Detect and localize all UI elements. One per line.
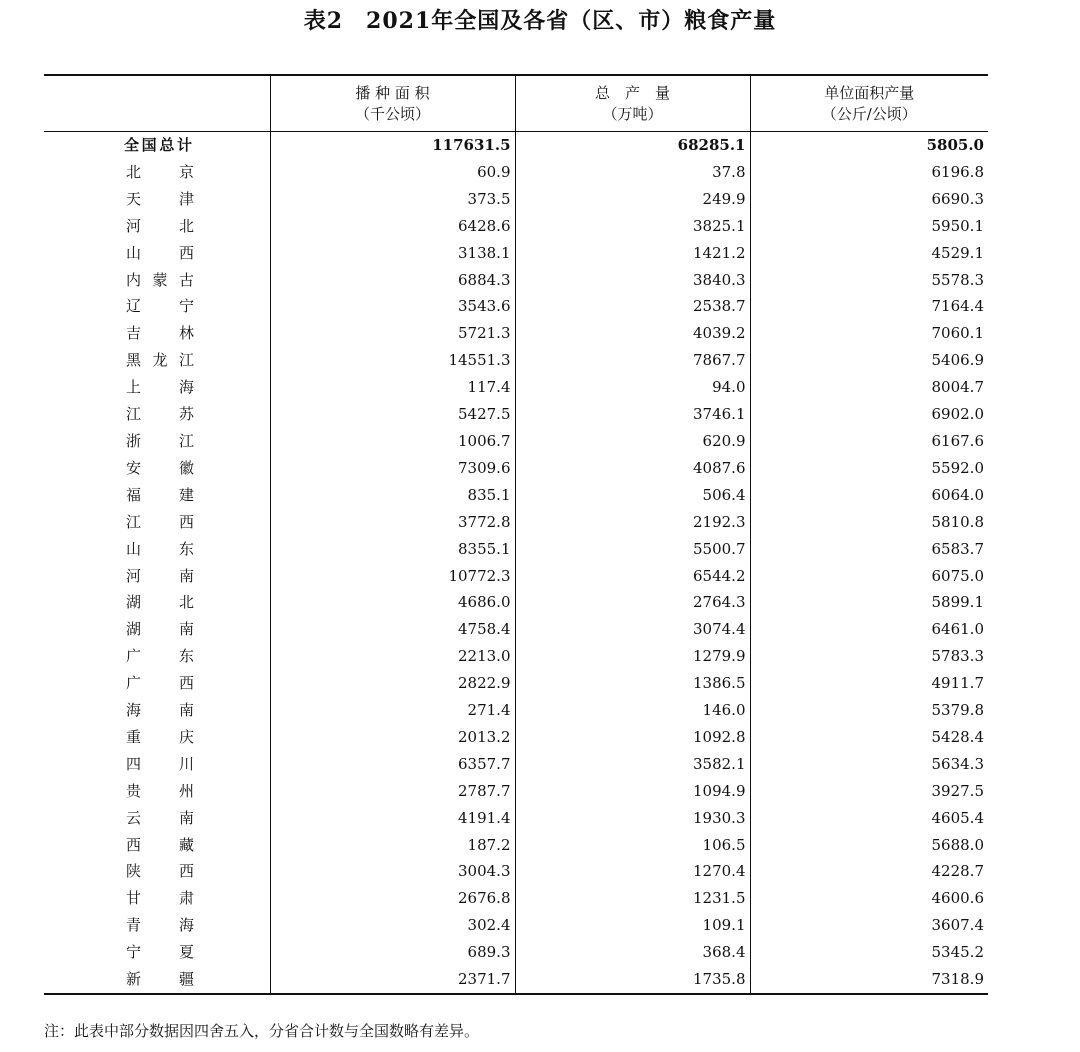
cell-yield: 6196.8 (750, 159, 988, 186)
table-row (44, 885, 988, 912)
cell-total-output: 3582.1 (515, 751, 750, 778)
cell-yield: 3927.5 (750, 778, 988, 805)
region-name: 湖 北 (126, 593, 194, 612)
cell-sown-area: 4758.4 (270, 616, 515, 643)
cell-sown-area: 60.9 (270, 159, 515, 186)
cell-sown-area: 689.3 (270, 939, 515, 966)
table-row (44, 966, 988, 994)
cell-total-output: 4039.2 (515, 320, 750, 347)
region-name: 河 南 (126, 566, 194, 585)
cell-region (44, 374, 270, 401)
cell-yield: 5899.1 (750, 589, 988, 616)
header-total-output (515, 75, 750, 132)
region-name: 广 东 (126, 647, 194, 666)
cell-yield: 5634.3 (750, 751, 988, 778)
cell-region (44, 563, 270, 590)
region-name: 内蒙古 (126, 270, 194, 289)
cell-total-output: 620.9 (515, 428, 750, 455)
table-row (44, 563, 988, 590)
cell-region (44, 455, 270, 482)
cell-region (44, 966, 270, 994)
cell-region (44, 643, 270, 670)
cell-sown-area: 6428.6 (270, 213, 515, 240)
cell-total-output: 1231.5 (515, 885, 750, 912)
cell-region (44, 293, 270, 320)
cell-total-output: 37.8 (515, 159, 750, 186)
cell-sown-area: 6357.7 (270, 751, 515, 778)
region-name: 吉 林 (126, 324, 194, 343)
region-name: 西 藏 (126, 835, 194, 854)
cell-yield: 5578.3 (750, 267, 988, 294)
region-name: 贵 州 (126, 781, 194, 800)
cell-region (44, 697, 270, 724)
cell-region (44, 778, 270, 805)
cell-region (44, 589, 270, 616)
region-name: 山 东 (126, 539, 194, 558)
cell-yield: 5345.2 (750, 939, 988, 966)
cell-yield: 5783.3 (750, 643, 988, 670)
cell-sown-area: 3138.1 (270, 240, 515, 267)
cell-region (44, 832, 270, 859)
table-header-row (44, 75, 988, 132)
cell-region (44, 751, 270, 778)
table-row (44, 778, 988, 805)
region-name: 广 西 (126, 674, 194, 693)
region-name: 海 南 (126, 701, 194, 720)
cell-sown-area: 2371.7 (270, 966, 515, 994)
table-row (44, 939, 988, 966)
cell-total-output: 94.0 (515, 374, 750, 401)
table-row (44, 724, 988, 751)
region-name: 江 西 (126, 512, 194, 531)
table-row (44, 536, 988, 563)
region-name: 全国总计 (124, 136, 192, 154)
table-row (44, 293, 988, 320)
region-name: 湖 南 (126, 620, 194, 639)
region-name: 甘 肃 (126, 889, 194, 908)
header-yield-unit: （公斤/公顷） (821, 104, 917, 123)
cell-sown-area: 5427.5 (270, 401, 515, 428)
cell-yield: 5592.0 (750, 455, 988, 482)
table-row (44, 751, 988, 778)
region-name: 山 西 (126, 243, 194, 262)
cell-sown-area: 2822.9 (270, 670, 515, 697)
cell-yield: 4605.4 (750, 805, 988, 832)
cell-yield: 5688.0 (750, 832, 988, 859)
cell-total-output: 3825.1 (515, 213, 750, 240)
cell-sown-area: 2013.2 (270, 724, 515, 751)
cell-region (44, 885, 270, 912)
cell-sown-area: 14551.3 (270, 347, 515, 374)
cell-yield: 5406.9 (750, 347, 988, 374)
table-row (44, 912, 988, 939)
region-name: 浙 江 (126, 431, 194, 450)
cell-region (44, 509, 270, 536)
cell-total-output: 1930.3 (515, 805, 750, 832)
table-row (44, 213, 988, 240)
cell-sown-area: 3772.8 (270, 509, 515, 536)
table-row (44, 482, 988, 509)
region-name: 河 北 (126, 216, 194, 235)
cell-yield: 6583.7 (750, 536, 988, 563)
table-row (44, 267, 988, 294)
cell-total-output: 1270.4 (515, 858, 750, 885)
cell-sown-area: 302.4 (270, 912, 515, 939)
cell-region (44, 159, 270, 186)
cell-yield: 6690.3 (750, 186, 988, 213)
cell-total-output: 68285.1 (515, 132, 750, 159)
cell-region (44, 616, 270, 643)
header-sown-area-unit: （千公顷） (354, 104, 430, 123)
header-yield-per-area (750, 75, 988, 132)
cell-sown-area: 187.2 (270, 832, 515, 859)
cell-yield: 5379.8 (750, 697, 988, 724)
cell-total-output: 2764.3 (515, 589, 750, 616)
cell-total-output: 1386.5 (515, 670, 750, 697)
cell-sown-area: 2787.7 (270, 778, 515, 805)
header-sown-area (270, 75, 515, 132)
cell-total-output: 109.1 (515, 912, 750, 939)
region-name: 云 南 (126, 808, 194, 827)
cell-total-output: 3074.4 (515, 616, 750, 643)
cell-sown-area: 3004.3 (270, 858, 515, 885)
region-name: 四 川 (126, 754, 194, 773)
table-row (44, 858, 988, 885)
table-row (44, 320, 988, 347)
region-name: 北 京 (126, 162, 194, 181)
cell-total-output: 1092.8 (515, 724, 750, 751)
cell-total-output: 106.5 (515, 832, 750, 859)
cell-yield: 7318.9 (750, 966, 988, 994)
table-row (44, 616, 988, 643)
cell-region (44, 670, 270, 697)
cell-total-output: 3746.1 (515, 401, 750, 428)
cell-region (44, 213, 270, 240)
table-footnote: 注：此表中部分数据因四舍五入，分省合计数与全国数略有差异。 (44, 1022, 480, 1040)
cell-total-output: 2192.3 (515, 509, 750, 536)
cell-sown-area: 2676.8 (270, 885, 515, 912)
cell-region (44, 912, 270, 939)
cell-sown-area: 117631.5 (270, 132, 515, 159)
table-row (44, 347, 988, 374)
table-row-total (44, 132, 988, 159)
table-row (44, 805, 988, 832)
cell-yield: 6902.0 (750, 401, 988, 428)
cell-yield: 7164.4 (750, 293, 988, 320)
table-row (44, 186, 988, 213)
grain-output-table (44, 74, 988, 995)
cell-yield: 4911.7 (750, 670, 988, 697)
region-name: 安 徽 (126, 458, 194, 477)
cell-sown-area: 117.4 (270, 374, 515, 401)
table-row (44, 428, 988, 455)
table-row (44, 643, 988, 670)
cell-region (44, 267, 270, 294)
cell-sown-area: 7309.6 (270, 455, 515, 482)
cell-total-output: 249.9 (515, 186, 750, 213)
cell-sown-area: 1006.7 (270, 428, 515, 455)
cell-yield: 6461.0 (750, 616, 988, 643)
region-name: 宁 夏 (126, 943, 194, 962)
cell-yield: 4529.1 (750, 240, 988, 267)
cell-region (44, 401, 270, 428)
region-name: 新 疆 (126, 970, 194, 989)
cell-region (44, 347, 270, 374)
cell-total-output: 146.0 (515, 697, 750, 724)
cell-total-output: 368.4 (515, 939, 750, 966)
cell-sown-area: 271.4 (270, 697, 515, 724)
cell-total-output: 1735.8 (515, 966, 750, 994)
cell-yield: 4228.7 (750, 858, 988, 885)
cell-sown-area: 835.1 (270, 482, 515, 509)
region-name: 重 庆 (126, 727, 194, 746)
header-yield-label: 单位面积产量 (824, 83, 915, 102)
table-row (44, 509, 988, 536)
cell-sown-area: 8355.1 (270, 536, 515, 563)
cell-sown-area: 10772.3 (270, 563, 515, 590)
cell-yield: 6064.0 (750, 482, 988, 509)
header-total-output-unit: （万吨） (602, 104, 663, 123)
cell-yield: 6075.0 (750, 563, 988, 590)
table-row (44, 670, 988, 697)
cell-region (44, 939, 270, 966)
region-name: 福 建 (126, 485, 194, 504)
cell-total-output: 506.4 (515, 482, 750, 509)
cell-total-output: 1421.2 (515, 240, 750, 267)
cell-total-output: 2538.7 (515, 293, 750, 320)
cell-total-output: 3840.3 (515, 267, 750, 294)
cell-region (44, 724, 270, 751)
table-row (44, 455, 988, 482)
cell-yield: 5950.1 (750, 213, 988, 240)
cell-yield: 5805.0 (750, 132, 988, 159)
header-sown-area-label: 播 种 面 积 (355, 83, 430, 102)
cell-yield: 4600.6 (750, 885, 988, 912)
grain-output-table-container (44, 74, 988, 995)
cell-total-output: 6544.2 (515, 563, 750, 590)
region-name: 江 苏 (126, 405, 194, 424)
table-row (44, 159, 988, 186)
cell-region (44, 132, 270, 159)
cell-total-output: 1094.9 (515, 778, 750, 805)
region-name: 青 海 (126, 916, 194, 935)
table-title: 表2 2021年全国及各省（区、市）粮食产量 (303, 8, 777, 34)
cell-total-output: 7867.7 (515, 347, 750, 374)
cell-region (44, 186, 270, 213)
cell-region (44, 428, 270, 455)
cell-yield: 8004.7 (750, 374, 988, 401)
cell-yield: 7060.1 (750, 320, 988, 347)
cell-region (44, 805, 270, 832)
cell-region (44, 536, 270, 563)
header-total-output-label: 总 产 量 (594, 83, 670, 102)
cell-sown-area: 2213.0 (270, 643, 515, 670)
cell-sown-area: 3543.6 (270, 293, 515, 320)
cell-yield: 3607.4 (750, 912, 988, 939)
header-region (44, 75, 270, 132)
cell-sown-area: 6884.3 (270, 267, 515, 294)
cell-sown-area: 5721.3 (270, 320, 515, 347)
table-row (44, 832, 988, 859)
table-row (44, 240, 988, 267)
region-name: 上 海 (126, 378, 194, 397)
cell-total-output: 4087.6 (515, 455, 750, 482)
cell-region (44, 482, 270, 509)
table-row (44, 589, 988, 616)
cell-sown-area: 4686.0 (270, 589, 515, 616)
cell-total-output: 5500.7 (515, 536, 750, 563)
table-body (44, 132, 988, 995)
region-name: 黑龙江 (126, 351, 194, 370)
cell-region (44, 240, 270, 267)
region-name: 陕 西 (126, 862, 194, 881)
cell-region (44, 858, 270, 885)
cell-yield: 6167.6 (750, 428, 988, 455)
cell-sown-area: 373.5 (270, 186, 515, 213)
table-row (44, 374, 988, 401)
cell-sown-area: 4191.4 (270, 805, 515, 832)
cell-yield: 5428.4 (750, 724, 988, 751)
region-name: 天 津 (126, 189, 194, 208)
cell-total-output: 1279.9 (515, 643, 750, 670)
cell-region (44, 320, 270, 347)
cell-yield: 5810.8 (750, 509, 988, 536)
table-row (44, 401, 988, 428)
region-name: 辽 宁 (126, 297, 194, 316)
table-row (44, 697, 988, 724)
